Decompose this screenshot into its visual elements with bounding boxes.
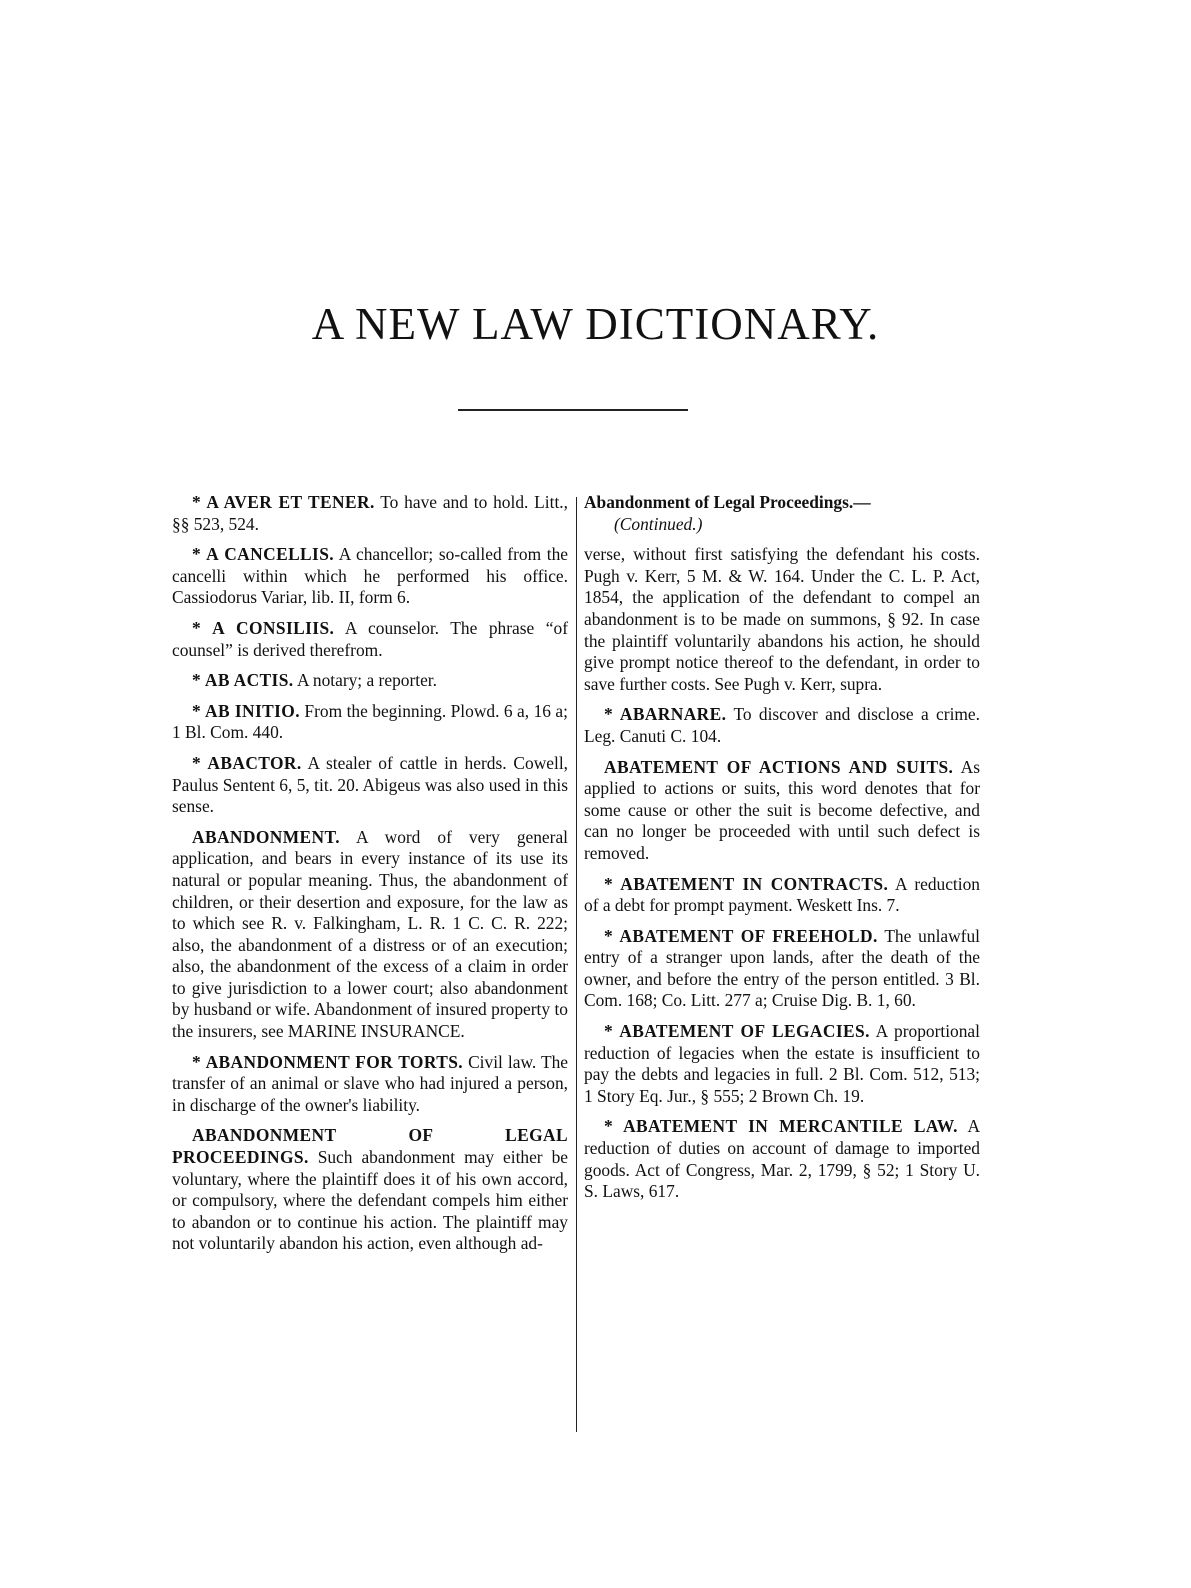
entry-text: As applied to actions or suits, this word denotes that for some cause or other the suit is become defective, and can no longer be proceeded with until such defect is removed. <box>584 756 980 863</box>
column-divider <box>576 497 577 1432</box>
entry-term: * A CANCELLIS. <box>192 544 335 565</box>
entry-term: * ABATEMENT IN CONTRACTS. <box>604 873 889 894</box>
entry-text: A proportional reduction of legacies when the estate is insufficient to pay the debts and legacies in full. 2 Bl. Com. 512, 513; 1 Story Eq. Jur., § 555; 2 Brown Ch. 19. <box>584 1021 980 1106</box>
entry <box>172 670 568 692</box>
entry <box>172 618 568 661</box>
entry-term: * ABARNARE. <box>604 704 727 725</box>
entry-term: * ABATEMENT OF LEGACIES. <box>604 1021 870 1042</box>
entry-text: To have and to hold. Litt., §§ 523, 524. <box>172 492 568 534</box>
entry-term: * A CONSILIIS. <box>192 617 335 638</box>
entry-term: * AB INITIO. <box>192 700 300 721</box>
entry-text: A chancellor; so-called from the cancelli within which he performed his office. Cassiodorus Variar, lib. II, form 6. <box>172 544 569 608</box>
entry-text: Such abandonment may either be voluntary, where the plaintiff does it of his own accord, or compulsory, where the defendant compels him either to abandon or to continue his action. The plaintiff may not voluntarily abandon his action, even although ad- <box>172 1147 568 1254</box>
entry-text: A reduction of duties on account of damage to imported goods. Act of Congress, Mar. 2, 1799, § 52; 1 Story U. S. Laws, 617. <box>584 1116 980 1202</box>
entry-text: A counselor. The phrase “of counsel” is derived therefrom. <box>172 617 568 660</box>
right-column <box>584 492 980 1212</box>
entry <box>584 874 980 917</box>
entry <box>584 757 980 865</box>
entry-term: * ABATEMENT OF FREEHOLD. <box>604 925 878 946</box>
entry <box>172 1125 568 1255</box>
entry <box>172 1052 568 1117</box>
entry-text: A notary; a reporter. <box>296 670 437 691</box>
continued-heading: Abandonment of Legal Proceedings.— <box>584 492 871 512</box>
entry-text: The unlawful entry of a stranger upon lands, after the death of the owner, and before the entry of the person entitled. 3 Bl. Com. 168; Co. Litt. 277 a; Cruise Dig. B. 1, 60. <box>584 925 981 1011</box>
entry-term: ABANDONMENT. <box>192 826 340 847</box>
entry-text: A stealer of cattle in herds. Cowell, Paulus Sentent 6, 5, tit. 20. Abigeus was also used in this sense. <box>172 752 569 817</box>
entry <box>584 926 980 1012</box>
entry <box>172 492 568 535</box>
entry-term: * ABANDONMENT FOR TORTS. <box>192 1051 464 1072</box>
entry <box>172 827 568 1043</box>
title-rule <box>458 409 688 411</box>
entry-term: * AB ACTIS. <box>192 670 294 691</box>
entry-term: * ABATEMENT IN MERCANTILE LAW. <box>604 1116 958 1137</box>
entry-text: From the beginning. Plowd. 6 a, 16 a; 1 Bl. Com. 440. <box>172 700 568 743</box>
entry <box>172 544 568 609</box>
entry-term: * ABACTOR. <box>192 752 302 773</box>
entry <box>584 1021 980 1107</box>
entry-text: Civil law. The transfer of an animal or slave who had injured a person, in discharge of the owner's liability. <box>172 1051 568 1115</box>
entry-text: To discover and disclose a crime. Leg. Canuti C. 104. <box>584 704 980 746</box>
continued-label: (Continued.) <box>614 513 703 534</box>
entry-text: A reduction of a debt for prompt payment. Weskett Ins. 7. <box>584 873 980 916</box>
entry <box>172 753 568 818</box>
entry <box>584 704 980 747</box>
left-column <box>172 492 568 1264</box>
entry <box>172 701 568 744</box>
page-title: A NEW LAW DICTIONARY. <box>311 299 880 349</box>
continued-text: verse, without first satisfying the defendant his costs. Pugh v. Kerr, 5 M. & W. 164. Under the C. L. P. Act, 1854, the application of the defendant to compel an abandonment is to be made on summons, § 92. In case the plaintiff voluntarily abandons his action, he should give prompt notice thereof to the defendant, in order to save further costs. See Pugh v. Kerr, supra. <box>584 544 980 694</box>
entry-term: ABANDONMENT OF LEGAL PROCEEDINGS. <box>172 1125 568 1168</box>
entry-term: ABATEMENT OF ACTIONS AND SUITS. <box>604 756 954 777</box>
entry-term: * A AVER ET TENER. <box>192 492 375 512</box>
entry <box>584 1116 980 1202</box>
entry-text: A word of very general application, and bears in every instance of its use its natural or popular meaning. Thus, the abandonment of children, or their desertion and exposure, for the law as to which see R. v. Falkingham, L. R. 1 C. C. R. 222; also, the abandonment of a distress or of an execution; also, the abandonment of the excess of a claim in order to give jurisdiction to a lower court; also abandonment by husband or wife. Abandonment of insured property to the insurers, see MARINE INSURANCE. <box>172 826 568 1042</box>
